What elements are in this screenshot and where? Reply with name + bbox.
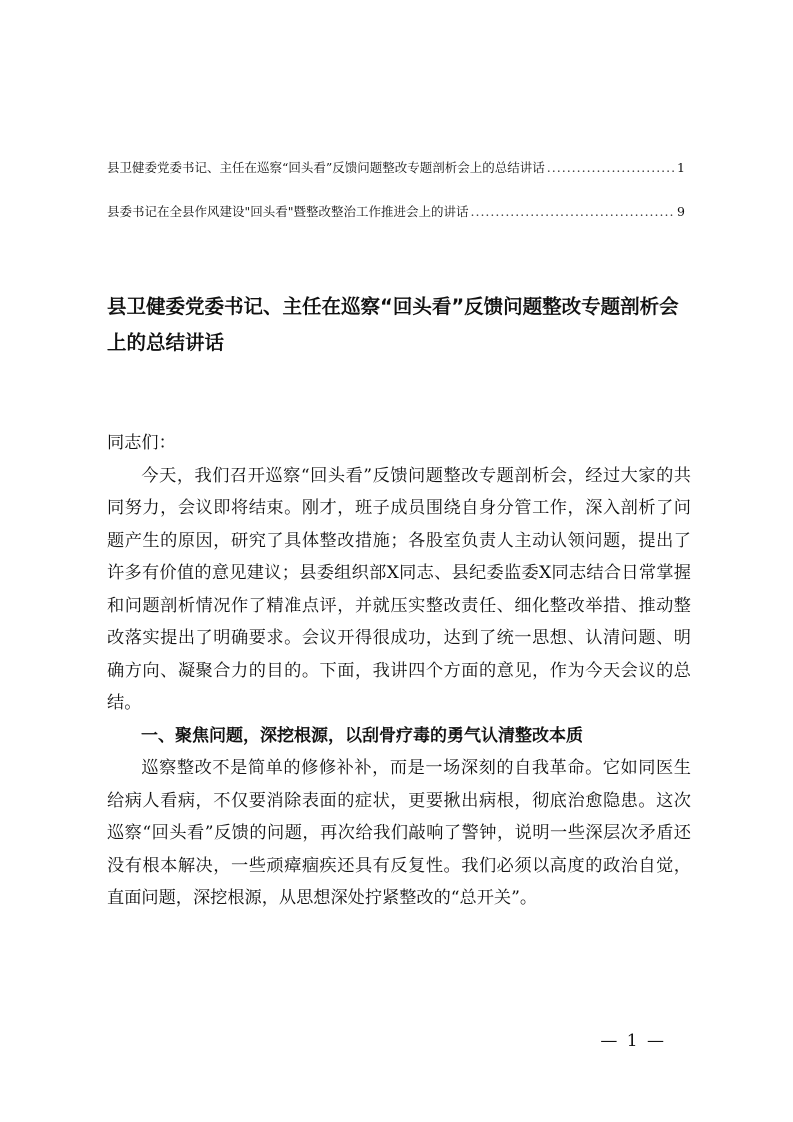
toc-entry-title: 县委书记在全县作风建设"回头看"暨整改整治工作推进会上的讲话: [107, 204, 469, 219]
body-paragraph: 今天，我们召开巡察“回头看”反馈问题整改专题剖析会，经过大家的共同努力，会议即将结束。刚才，班子成员围绕自身分管工作，深入剖析了问题产生的原因，研究了具体整改措施；各股室负责人主动认领问题，提出了许多有价值的意见建议；县委组织部X同志、县纪委监委X同志结合日常掌握和问题剖析情况作了精准点评，并就压实整改责任、细化整改举措、推动整改落实提出了明确要求。会议开得很成功，达到了统一思想、认清问题、明确方向、凝聚合力的目的。下面，我讲四个方面的意见，作为今天会议的总结。: [107, 465, 691, 713]
table-of-contents: [107, 159, 685, 221]
toc-dot-leader: [547, 159, 675, 177]
body-paragraph: 巡察整改不是简单的修修补补，而是一场深刻的自我革命。它如同医生给病人看病，不仅要消除表面的症状，更要揪出病根，彻底治愈隐患。这次巡察“回头看”反馈的问题，再次给我们敲响了警钟，说明一些深层次矛盾还没有根本解决，一些顽瘴痼疾还具有反复性。我们必须以高度的政治自觉，直面问题，深挖根源，从思想深处拧紧整改的“总开关”。: [107, 758, 691, 908]
toc-entry[interactable]: [107, 159, 685, 177]
salutation: 同志们：: [107, 433, 176, 453]
toc-entry-page: 9: [677, 204, 685, 219]
toc-dot-leader: [471, 203, 676, 221]
toc-entry-title: 县卫健委党委书记、主任在巡察“回头看”反馈问题整改专题剖析会上的总结讲话: [107, 160, 545, 175]
toc-entry-page: 1: [677, 160, 685, 175]
page-number: — 1 —: [600, 1031, 666, 1051]
toc-entry[interactable]: [107, 203, 685, 221]
section-heading: 一、聚焦问题，深挖根源，以刮骨疗毒的勇气认清整改本质: [141, 725, 583, 746]
document-body: [107, 427, 691, 915]
document-title: 县卫健委党委书记、主任在巡察“回头看”反馈问题整改专题剖析会上的总结讲话: [107, 295, 679, 354]
